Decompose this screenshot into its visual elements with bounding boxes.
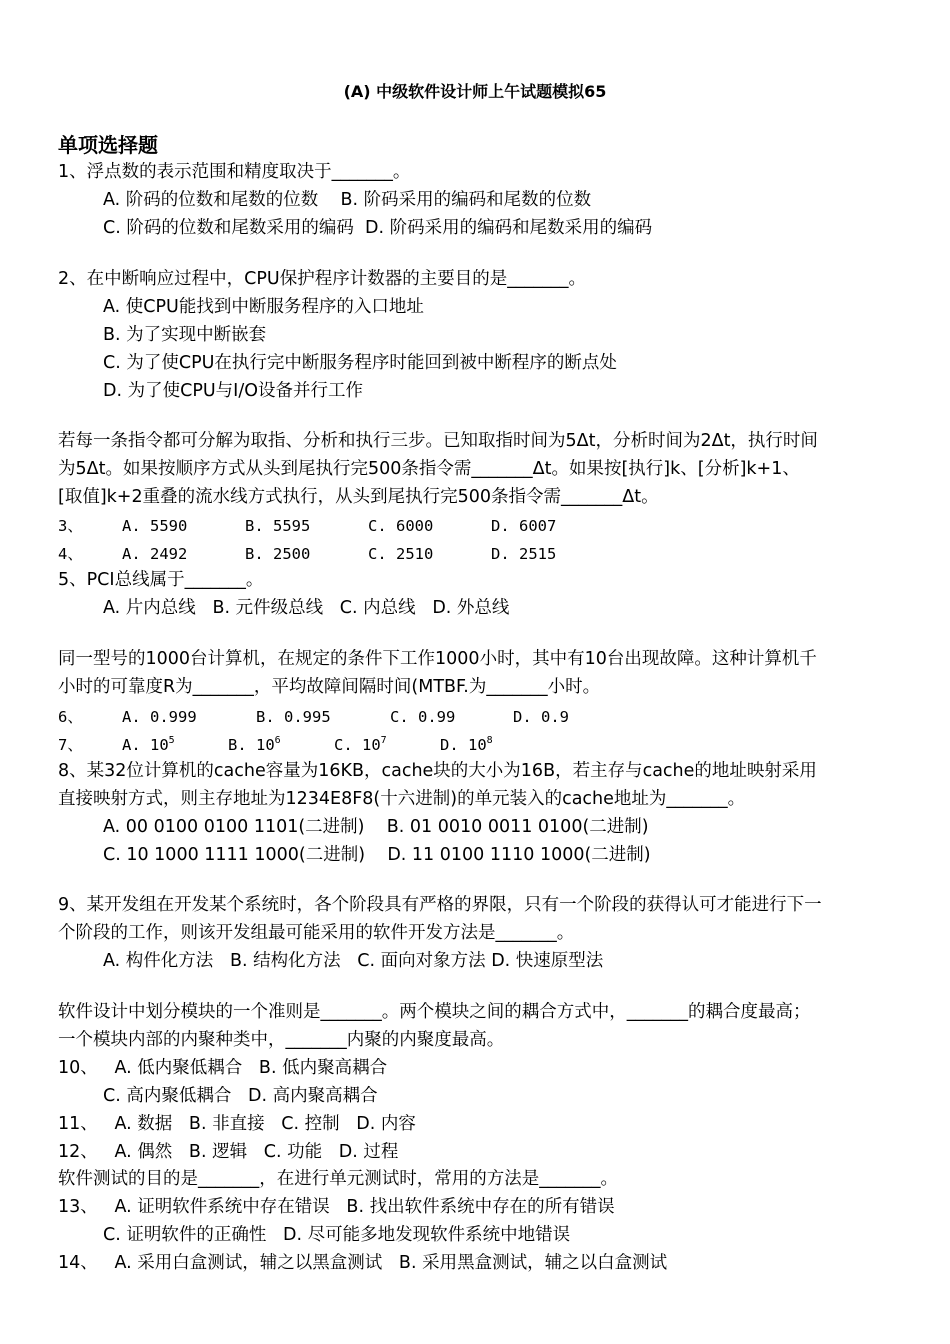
question-4-options [58,542,556,566]
passage-3-line-2: 为5Δt。如果按顺序方式从头到尾执行完500条指令需_______Δt。如果按[执行]k、[分析]k+1、 [58,459,800,479]
question-4-option-d: D. 2515 [491,545,557,563]
question-13-options-cd: C. 证明软件的正确性 D. 尽可能多地发现软件系统中地错误 [103,1225,571,1245]
question-3-option-a: A. 5590 [122,517,188,535]
document-title: (A) 中级软件设计师上午试题模拟65 [343,82,607,101]
passage-10-line-1: 软件设计中划分模块的一个准则是_______。两个模块之间的耦合方式中，_______的耦合度最高； [58,1002,811,1022]
question-6-number: 6、 [58,708,83,726]
passage-3-line-1: 若每一条指令都可分解为取指、分析和执行三步。已知取指时间为5Δt，分析时间为2Δt，执行时间 [58,431,818,451]
question-1-stem: 1、浮点数的表示范围和精度取决于_______。 [58,162,411,182]
question-8-stem-line-1: 8、某32位计算机的cache容量为16KB，cache块的大小为16B，若主存与cache的地址映射采用 [58,761,817,781]
question-6-option-b: B. 0.995 [256,708,331,726]
question-14-options: 14、 A. 采用白盒测试，辅之以黑盒测试 B. 采用黑盒测试，辅之以白盒测试 [58,1253,668,1273]
question-6-option-a: A. 0.999 [122,708,197,726]
question-12-options: 12、 A. 偶然 B. 逻辑 C. 功能 D. 过程 [58,1142,399,1162]
question-8-stem-line-2: 直接映射方式，则主存地址为1234E8F8(十六进制)的单元装入的cache地址为_______。 [58,789,746,809]
passage-3-line-3: [取值]k+2重叠的流水线方式执行，从头到尾执行完500条指令需_______Δt。 [58,487,659,507]
question-2-option-b: B. 为了实现中断嵌套 [103,325,267,345]
question-9-stem-line-2: 个阶段的工作，则该开发组最可能采用的软件开发方法是_______。 [58,923,575,943]
question-2-option-d: D. 为了使CPU与I/O设备并行工作 [103,381,364,401]
question-1-options-cd: C. 阶码的位数和尾数采用的编码 D. 阶码采用的编码和尾数采用的编码 [103,218,653,238]
question-9-options: A. 构件化方法 B. 结构化方法 C. 面向对象方法 D. 快速原型法 [103,951,604,971]
question-10-options-cd: C. 高内聚低耦合 D. 高内聚高耦合 [103,1086,378,1106]
question-7-option-c: C. $10^7$ [334,735,387,754]
question-7-option-a: A. $10^5$ [122,735,175,754]
question-9-stem-line-1: 9、某开发组在开发某个系统时，各个阶段具有严格的界限，只有一个阶段的获得认可才能进行下一 [58,895,822,915]
passage-6-line-1: 同一型号的1000台计算机，在规定的条件下工作1000小时，其中有10台出现故障。这种计算机千 [58,649,817,669]
question-5-options: A. 片内总线 B. 元件级总线 C. 内总线 D. 外总线 [103,598,510,618]
question-2-option-a: A. 使CPU能找到中断服务程序的入口地址 [103,297,424,317]
question-7-option-d: D. $10^8$ [440,735,493,754]
question-4-option-a: A. 2492 [122,545,188,563]
question-8-options-ab: A. 00 0100 0100 1101(二进制) B. 01 0010 0011 0100(二进制) [103,817,649,837]
question-5-stem: 5、PCI总线属于_______。 [58,570,264,590]
question-4-number: 4、 [58,545,83,563]
question-7-options [58,733,493,757]
question-6-option-c: C. 0.99 [390,708,456,726]
question-1-options-ab: A. 阶码的位数和尾数的位数 B. 阶码采用的编码和尾数的位数 [103,190,592,210]
question-3-option-c: C. 6000 [368,517,434,535]
section-heading: 单项选择题 [58,133,158,157]
question-3-options [58,514,556,538]
passage-6-line-2: 小时的可靠度R为_______，平均故障间隔时间(MTBF.为_______小时。 [58,677,601,697]
passage-10-line-2: 一个模块内部的内聚种类中，_______内聚的内聚度最高。 [58,1030,505,1050]
question-6-option-d: D. 0.9 [513,708,569,726]
question-2-option-c: C. 为了使CPU在执行完中断服务程序时能回到被中断程序的断点处 [103,353,617,373]
question-3-option-b: B. 5595 [245,517,311,535]
question-2-stem: 2、在中断响应过程中，CPU保护程序计数器的主要目的是_______。 [58,269,586,289]
question-13-options-ab: 13、 A. 证明软件系统中存在错误 B. 找出软件系统中存在的所有错误 [58,1197,615,1217]
question-3-number: 3、 [58,517,83,535]
question-4-option-b: B. 2500 [245,545,311,563]
passage-13-line: 软件测试的目的是_______，在进行单元测试时，常用的方法是_______。 [58,1169,618,1189]
question-6-options [58,705,569,729]
question-10-options-ab: 10、 A. 低内聚低耦合 B. 低内聚高耦合 [58,1058,388,1078]
question-3-option-d: D. 6007 [491,517,557,535]
question-7-number: 7、 [58,736,83,754]
question-11-options: 11、 A. 数据 B. 非直接 C. 控制 D. 内容 [58,1114,416,1134]
question-8-options-cd: C. 10 1000 1111 1000(二进制) D. 11 0100 1110 1000(二进制) [103,845,651,865]
question-4-option-c: C. 2510 [368,545,434,563]
question-7-option-b: B. $10^6$ [228,735,281,754]
